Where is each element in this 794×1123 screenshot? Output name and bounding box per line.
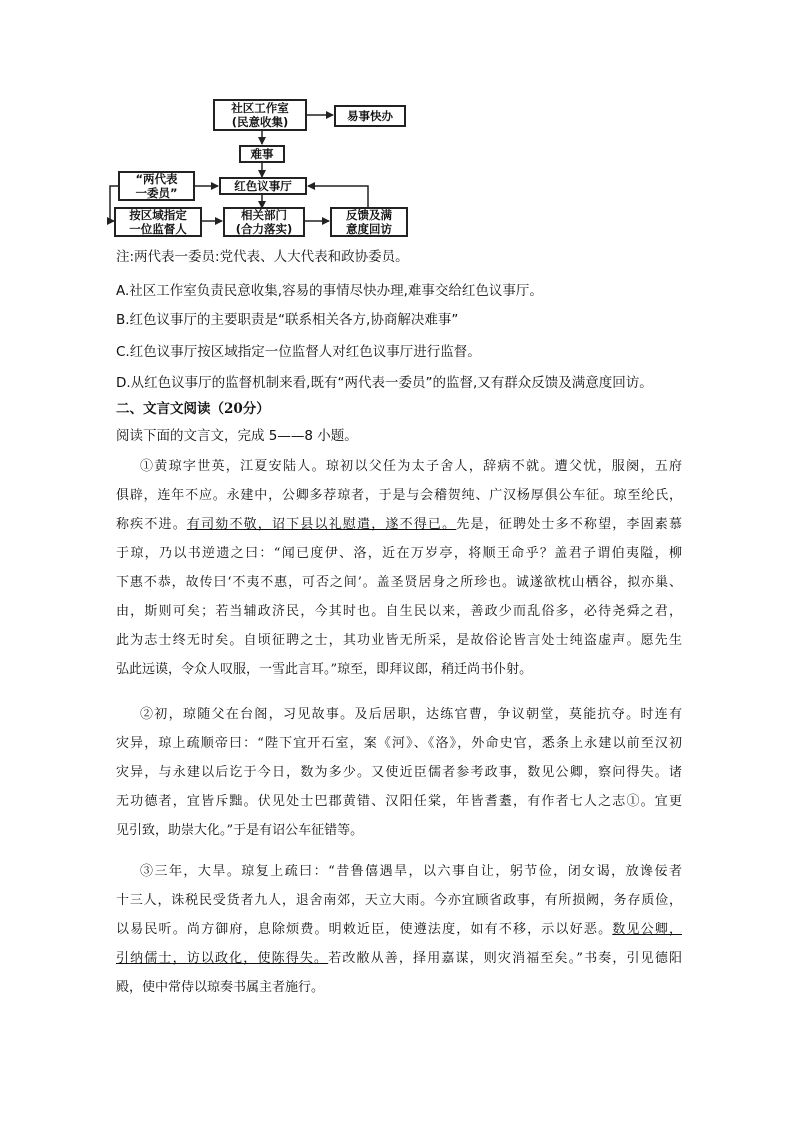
passage-line: 十三人，诛税民受货者九人，退舍南郊，天立大雨。今亦宜顾省政事，有所损阙，务存质俭， <box>116 893 682 908</box>
box-easy-matters-label: 易事快办 <box>347 109 393 123</box>
box-community-office-line1: 社区工作室 <box>231 101 289 115</box>
box-related-departments <box>223 207 305 237</box>
box-regional-supervisor <box>114 207 202 237</box>
passage-paragraph-3 <box>116 857 682 1002</box>
box-departments-line1: 相关部门 <box>240 208 287 222</box>
box-hard-matters <box>239 145 285 163</box>
passage-paragraph-1 <box>116 452 682 684</box>
box-two-reps-line1: “两代表 <box>135 172 178 186</box>
passage-text: 称疾不进。 <box>116 517 187 532</box>
box-feedback <box>330 207 408 237</box>
underlined-sentence-2-part1: 数见公卿， <box>612 922 682 937</box>
passage-text: 先是，征聘处士多不称望，李固素慕 <box>456 517 682 532</box>
passage-line: ③三年，大旱。琼复上疏曰：“昔鲁僖遇旱，以六事自让，躬节俭，闭女谒，放谗佞者 <box>140 864 682 879</box>
box-red-council-hall-label: 红色议事厅 <box>234 179 292 193</box>
reading-instruction: 阅读下面的文言文，完成 5——8 小题。 <box>116 428 358 444</box>
passage-line: 于琼，乃以书逆遗之曰：“闻已度伊、洛，近在万岁亭，将顺王命乎？盖君子谓伯夷隘，柳 <box>116 546 682 561</box>
passage-line: 弘此远谟，令众人叹服，一雪此言耳。”琼至，即拜议郎，稍迁尚书仆射。 <box>116 662 533 677</box>
passage-line: ①黄琼字世英，江夏安陆人。琼初以父任为太子舍人，辞病不就。遭父忧，服阕，五府 <box>140 459 682 474</box>
passage-line <box>116 915 682 944</box>
passage-line: 俱辟，连年不应。永建中，公卿多荐琼者，于是与会稽贺纯、广汉杨厚俱公车征。琼至纶氏， <box>116 488 682 503</box>
passage-line: 无功德者，宜皆斥黜。伏见处士巴郡黄错、汉阳任棠，年皆耆耋，有作者七人之志①。宜更 <box>116 794 682 809</box>
option-c: C.红色议事厅按区域指定一位监督人对红色议事厅进行监督。 <box>116 344 481 360</box>
box-departments-line2: (合力落实) <box>235 222 293 236</box>
passage-line: 由，斯则可矣；若当辅政济民，今其时也。自生民以来，善政少而乱俗多，必待尧舜之君， <box>116 604 682 619</box>
box-supervisor-line2: 一位监督人 <box>129 222 187 236</box>
box-two-reps-one-member <box>118 171 195 201</box>
passage-paragraph-2 <box>116 700 682 845</box>
box-two-reps-line2: 一委员” <box>135 186 178 200</box>
passage-line: 灾异，琼上疏顺帝曰：“陛下宜开石室，案《河》、《洛》，外命史官，悉条上永建以前至汉初 <box>116 736 682 751</box>
passage-line: 殿，使中常侍以琼奏书属主者施行。 <box>116 980 325 995</box>
box-easy-matters <box>334 105 406 127</box>
box-community-office <box>213 99 307 131</box>
passage-line: 此为志士终无时矣。自顷征聘之士，其功业皆无所采，是故俗论皆言处士纯盗虚声。愿先生 <box>116 633 682 648</box>
option-b: B.红色议事厅的主要职责是“联系相关各方,协商解决难事” <box>116 312 459 328</box>
section-title: 二、文言文阅读（20分） <box>116 401 270 417</box>
box-hard-matters-label: 难事 <box>250 147 274 161</box>
arrow-feedback-to-hall <box>308 186 368 208</box>
chart-note: 注:两代表一委员:党代表、人大代表和政协委员。 <box>116 249 409 265</box>
box-red-council-hall <box>219 177 307 195</box>
passage-line: ②初，琼随父在台阁，习见故事。及后居职，达练官曹，争议朝堂，莫能抗夺。时连有 <box>140 707 682 722</box>
box-feedback-line1: 反馈及满 <box>346 208 392 222</box>
option-a: A.社区工作室负责民意收集,容易的事情尽快办理,难事交给红色议事厅。 <box>116 283 543 299</box>
underlined-sentence-1: 有司劾不敬，诏下县以礼慰遣，遂不得已。 <box>186 517 457 532</box>
box-feedback-line2: 意度回访 <box>346 222 392 236</box>
underlined-sentence-2-part2: 引纳儒士，访以政化，使陈得失。 <box>116 951 329 966</box>
passage-line: 下惠不恭，故传曰‘不夷不惠，可否之间’。盖圣贤居身之所珍也。诚遂欲枕山栖谷，拟亦巢、 <box>116 575 682 590</box>
box-community-office-line2: (民意收集) <box>231 115 289 129</box>
passage-line <box>116 944 682 973</box>
box-supervisor-line1: 按区域指定 <box>129 208 187 222</box>
option-d: D.从红色议事厅的监督机制来看,既有“两代表一委员”的监督,又有群众反馈及满意度回访。 <box>116 375 653 391</box>
passage-line: 见引致，助崇大化。”于是有诏公车征错等。 <box>116 823 364 838</box>
passage-line: 灾异，与永建以后讫于今日，数为多少。又使近臣儒者参考政事，数见公卿，察问得失。诸 <box>116 765 682 780</box>
passage-text: 以易民听。尚方御府，息除烦费。明敕近臣，使遵法度，如有不移，示以好恶。 <box>116 922 613 937</box>
passage-line <box>116 510 682 539</box>
passage-text: 若改敝从善，择用嘉谋，则灾消福至矣。”书奏，引见德阳 <box>328 951 682 966</box>
